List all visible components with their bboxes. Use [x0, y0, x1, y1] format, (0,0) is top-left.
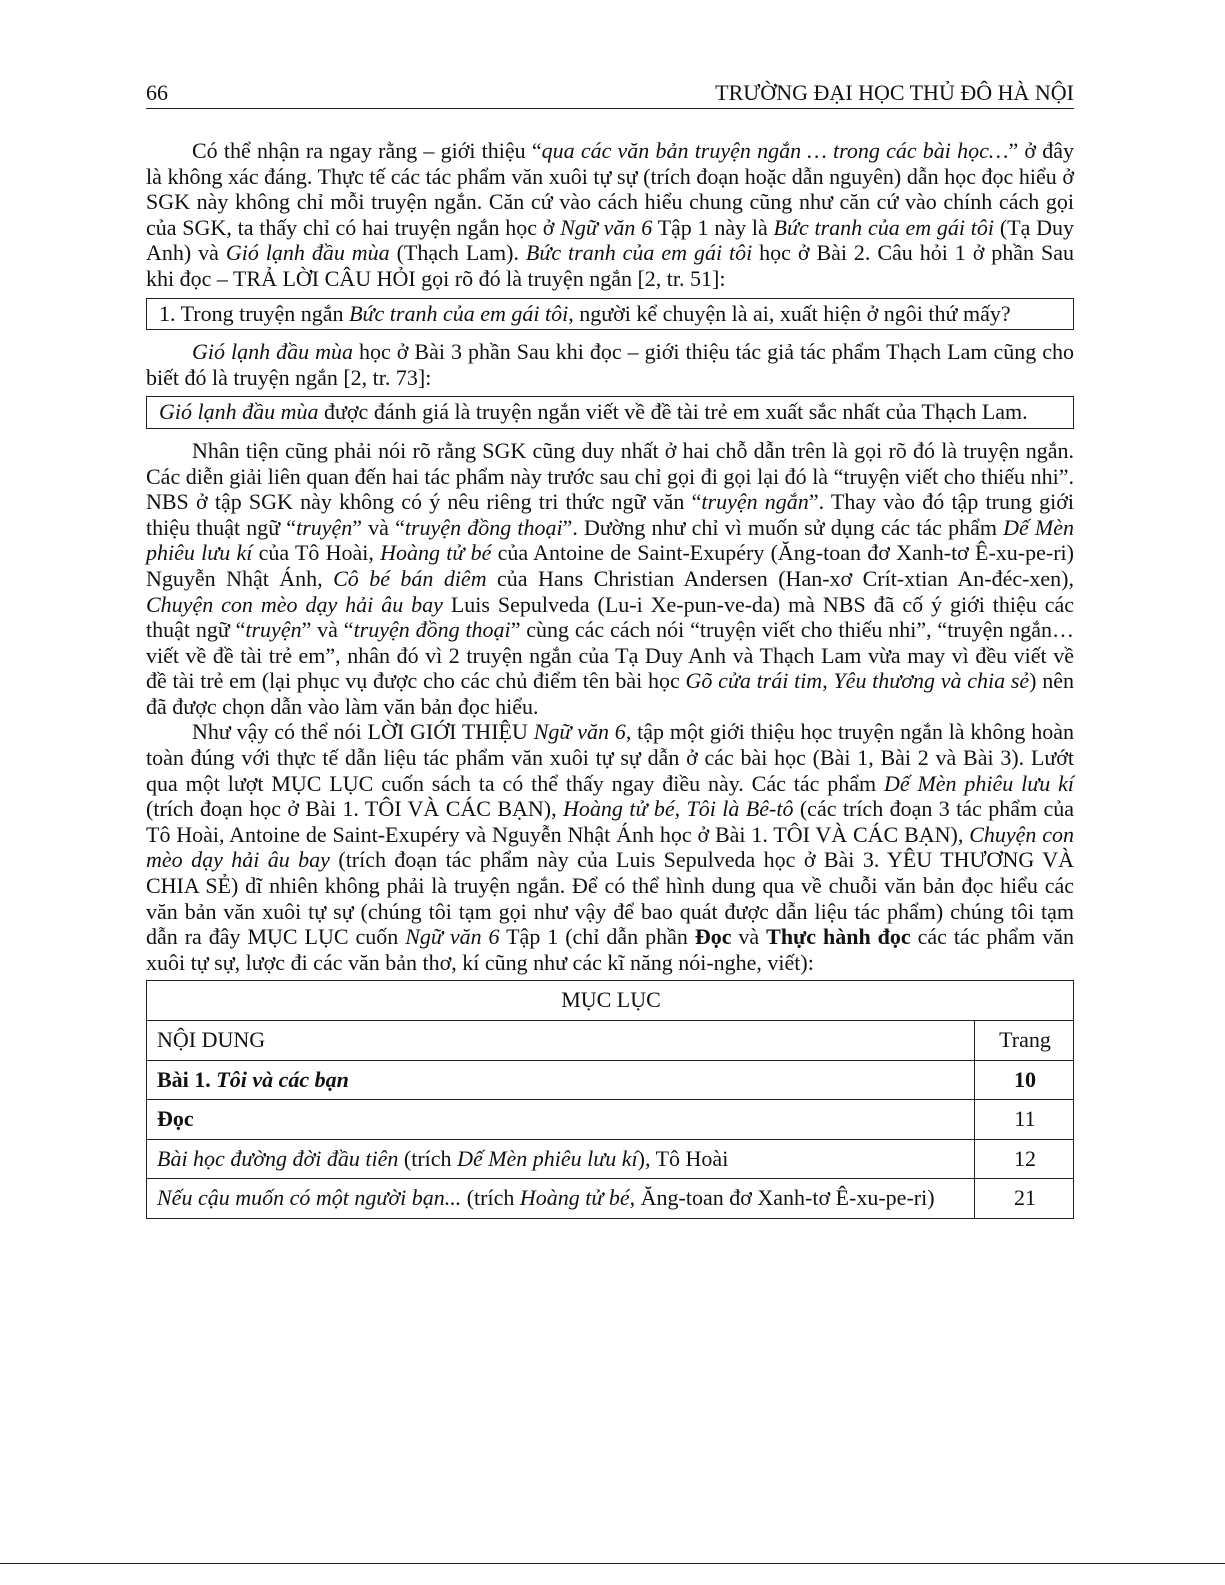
text-run: Tôi và các bạn: [216, 1066, 349, 1092]
text-run: (trích: [398, 1145, 458, 1171]
text-run: Gió lạnh đầu mùa: [159, 399, 319, 425]
table-of-contents: [146, 980, 1074, 1219]
toc-title: MỤC LỤC: [147, 981, 1074, 1021]
table-row: [147, 981, 1074, 1021]
text-run: ”. Thay vào đó tập trung giới thiệu thuật ngữ “: [146, 489, 1075, 540]
article-body: [146, 138, 1074, 1219]
text-run: truyện đồng thoại: [404, 514, 563, 540]
text-run: ” ở đây là không xác đáng. Thực tế các tác phẩm văn xuôi tự sự (trích đoạn hoặc dẫn nguyên) dẫn học đọc hiểu ở SGK này không chỉ mỗi truyện ngắn. Căn cứ vào cách hiểu chung cũng như căn cứ vào chính cách gọi của SGK, ta thấy chỉ có hai truyện ngắn học ở: [146, 138, 1075, 240]
text-run: truyện ngắn: [701, 489, 809, 515]
text-run: Bài học đường đời đầu tiên: [157, 1145, 399, 1171]
text-run: truyện: [296, 514, 353, 540]
text-run: ) nên đã được chọn dẫn vào làm văn bản đọc hiểu.: [146, 668, 1074, 719]
toc-item-cell: [147, 1139, 975, 1179]
text-run: học ở Bài 3 phần Sau khi đọc – giới thiệu tác giả tác phẩm Thạch Lam cũng cho biết đó là truyện ngắn [2, tr. 73]:: [146, 339, 1075, 390]
table-row: [147, 1139, 1074, 1179]
text-run: Bức tranh của em gái tôi: [773, 214, 995, 240]
text-run: Có thể nhận ra ngay rằng – giới thiệu “: [192, 138, 542, 163]
journal-name: TRƯỜNG ĐẠI HỌC THỦ ĐÔ HÀ NỘI: [715, 80, 1074, 105]
text-run: ,: [822, 668, 834, 694]
text-run: Chuyện con mèo dạy hải âu bay: [146, 821, 1074, 873]
table-row: [147, 1179, 1074, 1219]
text-run: Gió lạnh đầu mùa: [192, 339, 354, 365]
text-run: Gõ cửa trái tim: [685, 668, 823, 694]
text-run: ”. Dường như chỉ vì muốn sử dụng các tác phẩm: [562, 514, 1004, 540]
text-run: Như vậy có thể nói LỜI GIỚI THIỆU: [192, 719, 534, 745]
text-run: Bức tranh của em gái tôi: [349, 300, 569, 326]
text-run: và: [731, 924, 767, 950]
text-run: Tôi là Bê-tô: [686, 796, 794, 822]
text-run: qua các văn bản truyện ngắn … trong các bài học…: [541, 138, 1009, 163]
text-run: ” cùng các cách nói “truyện viết cho thiếu nhi”, “truyện ngắn… viết về đề tài trẻ em”, nhân đó vì 2 truyện ngắn của Tạ Duy Anh và Thạch Lam vừa may vì đều viết về đề tài trẻ em (lại phục vụ được cho các chủ điểm tên bài học: [146, 617, 1074, 694]
text-run: được đánh giá là truyện ngắn viết về đề tài trẻ em xuất sắc nhất của Thạch Lam.: [318, 399, 1028, 425]
page-header: [146, 78, 1074, 109]
text-run: Nhân tiện cũng phải nói rõ rằng SGK cũng duy nhất ở hai chỗ dẫn trên là gọi rõ đó là truyện ngắn. Các diễn giải liên quan đến hai tác phẩm này trước sau chỉ gọi đi gọi lại đó là “truyện viết cho thiếu nhi”. NBS ở tập SGK này không có ý nêu riêng tri thức ngữ văn “: [146, 437, 1074, 515]
text-run: Tập 1 (chỉ dẫn phần: [499, 924, 695, 950]
text-run: Luis Sepulveda (Lu-i Xe-pun-ve-da) mà NBS đã cố ý giới thiệu các thuật ngữ “: [146, 591, 1075, 643]
table-row: [147, 1021, 1074, 1061]
text-run: Nếu cậu muốn có một người bạn...: [157, 1185, 462, 1211]
column-header-content: NỘI DUNG: [147, 1021, 975, 1061]
text-run: Dế Mèn phiêu lưu kí: [883, 770, 1074, 796]
text-run: (trích: [461, 1185, 520, 1211]
text-run: Tập 1 này là: [652, 214, 774, 240]
toc-page-cell: 21: [975, 1179, 1074, 1219]
text-run: Ngữ văn 6: [405, 924, 500, 950]
paragraph-3: [146, 438, 1074, 720]
quote-box-2: [146, 396, 1074, 429]
page-bottom-rule: [0, 1563, 1225, 1564]
text-run: truyện: [245, 617, 302, 643]
toc-page-cell: 11: [975, 1100, 1074, 1140]
text-run: Gió lạnh đầu mùa: [225, 240, 390, 266]
text-run: 10: [1014, 1066, 1036, 1092]
text-run: (các trích đoạn 3 tác phẩm của Tô Hoài, Antoine de Saint-Exupéry và Nguyễn Nhật Ánh học ở Bài 1. TÔI VÀ CÁC BẠN),: [146, 796, 1075, 847]
text-run: Đọc: [157, 1106, 194, 1132]
paragraph-4: [146, 719, 1074, 975]
table-row: [147, 1100, 1074, 1140]
text-run: ” và “: [352, 514, 405, 540]
text-run: (Thạch Lam).: [389, 240, 526, 266]
text-run: ,: [674, 796, 687, 822]
text-run: Ngữ văn 6: [560, 214, 653, 240]
text-run: ” và “: [301, 617, 354, 643]
text-run: Dế Mèn phiêu lưu kí: [146, 514, 1074, 566]
toc-lesson-cell: [147, 1060, 975, 1100]
text-run: , tập một giới thiệu học truyện ngắn là không hoàn toàn đúng với thực tế dẫn liệu tác phẩm văn xuôi tự sự dẫn ở các bài học (Bài 1, Bài 2 và Bài 3). Lướt qua một lượt MỤC LỤC cuốn sách ta có thể thấy ngay điều này. Các tác phẩm: [146, 719, 1075, 796]
text-run: , người kể chuyện là ai, xuất hiện ở ngôi thứ mấy?: [568, 300, 1011, 326]
table-row: [147, 1060, 1074, 1100]
text-run: Bài 1.: [157, 1066, 217, 1092]
text-run: Cô bé bán diêm: [333, 565, 487, 591]
text-run: Ngữ văn 6: [533, 719, 626, 745]
text-run: Hoàng tử bé: [563, 796, 675, 822]
toc-page-cell: 12: [975, 1139, 1074, 1179]
text-run: (trích đoạn tác phẩm này của Luis Sepulveda học ở Bài 3. YÊU THƯƠNG VÀ CHIA SẺ) dĩ nhiên không phải là truyện ngắn. Để có thể hình dung qua về chuỗi văn bản đọc hiểu các văn bản văn xuôi tự sự (chúng tôi tạm gọi như vậy để bao quát được dẫn liệu tác phẩm) chúng tôi tạm dẫn ra đây MỤC LỤC cuốn: [146, 847, 1075, 950]
quote-box-1: [146, 298, 1074, 331]
text-run: Thực hành đọc: [766, 924, 911, 950]
text-run: , Ăng-toan đơ Xanh-tơ Ê-xu-pe-ri): [629, 1185, 935, 1211]
toc-section-cell: [147, 1100, 975, 1140]
text-run: ), Tô Hoài: [637, 1145, 729, 1171]
page-number: 66: [146, 80, 168, 105]
text-run: (Tạ Duy Anh) và: [146, 214, 1075, 266]
text-run: Dế Mèn phiêu lưu kí: [457, 1145, 638, 1171]
text-run: Hoàng tử bé: [519, 1185, 630, 1211]
text-run: truyện đồng thoại: [353, 617, 511, 643]
toc-item-cell: [147, 1179, 975, 1219]
text-run: Chuyện con mèo dạy hải âu bay: [146, 591, 443, 617]
text-run: của Hans Christian Andersen (Han-xơ Crít-xtian An-đéc-xen),: [486, 565, 1075, 591]
text-run: Hoàng tử bé: [380, 540, 492, 566]
text-run: của Tô Hoài,: [252, 540, 381, 566]
text-run: của Antoine de Saint-Exupéry (Ăng-toan đơ Xanh-tơ Ê-xu-pe-ri) Nguyễn Nhật Ánh,: [146, 540, 1074, 591]
text-run: học ở Bài 2. Câu hỏi 1 ở phần Sau khi đọc – TRẢ LỜI CÂU HỎI gọi rõ đó là truyện ngắn [2, tr. 51]:: [146, 240, 1074, 291]
text-run: (trích đoạn học ở Bài 1. TÔI VÀ CÁC BẠN),: [146, 796, 564, 822]
text-run: 1. Trong truyện ngắn: [159, 300, 350, 326]
text-run: Bức tranh của em gái tôi: [525, 240, 753, 266]
text-run: Yêu thương và chia sẻ: [833, 668, 1030, 694]
text-run: Đọc: [694, 924, 732, 950]
paragraph-2: [146, 339, 1074, 390]
column-header-page: Trang: [975, 1021, 1074, 1061]
paragraph-1: [146, 138, 1074, 292]
text-run: các tác phẩm văn xuôi tự sự, lược đi các văn bản thơ, kí cũng như các kĩ năng nói-nghe, viết):: [146, 924, 1075, 975]
toc-page-cell: [975, 1060, 1074, 1100]
